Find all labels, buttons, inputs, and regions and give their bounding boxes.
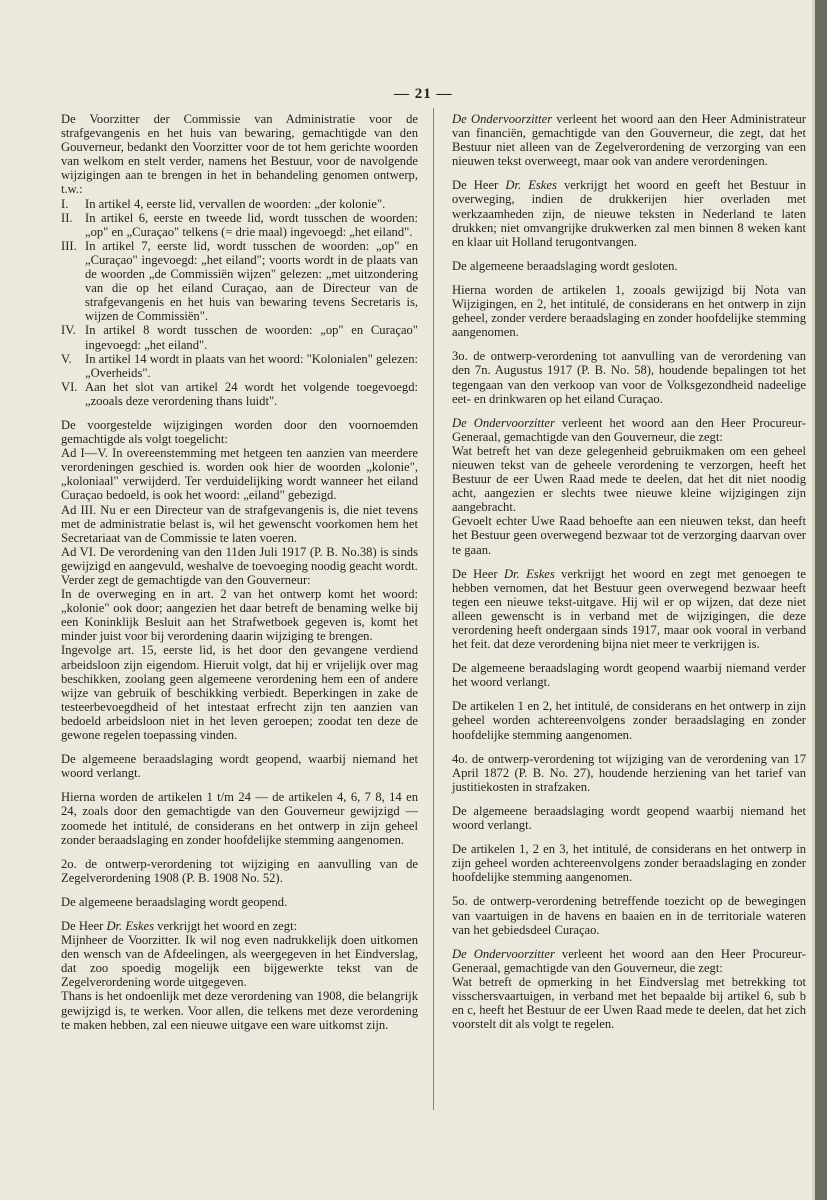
paragraph: De voorgestelde wijzigingen worden door den voornoemden gemachtigde als volgt toegelicht:: [61, 417, 418, 447]
paragraph: Ad III. Nu er een Directeur van de strafgevangenis is, die niet tevens met de administratie belast is, wil het gewenscht voorkomen hem het Secretariaat van de Commissie te laten voeren.: [61, 502, 418, 545]
agenda-item-4: 4o. de ontwerp-verordening tot wijziging van de verordening van 17 April 1872 (P. B. No. 27), houdende herziening van het tarief van justitiekosten in strafzaken.: [452, 751, 806, 794]
right-column: [452, 112, 806, 1031]
list-item: V. In artikel 14 wordt in plaats van het woord: "Kolonialen" gelezen: „Overheids".: [61, 351, 418, 380]
page-number: — 21 —: [394, 86, 453, 102]
paragraph: De artikelen 1 en 2, het intitulé, de considerans en het ontwerp in zijn geheel worden achtereenvolgens zonder beraadslaging en zonder hoofdelijke stemming aangenomen.: [452, 699, 806, 742]
list-item: IV. In artikel 8 wordt tusschen de woorden: „op" en Curaçao" ingevoegd: „het eiland".: [61, 323, 418, 352]
list-item: II. In artikel 6, eerste en tweede lid, wordt tusschen de woorden: „op" en „Curaçao" telkens (= drie maal) ingevoegd: „het eiland".: [61, 210, 418, 239]
paragraph: De algemeene beraadslaging wordt geopend waarbij niemand verder het woord verlangt.: [452, 661, 806, 690]
list-item: VI. Aan het slot van artikel 24 wordt het volgende toegevoegd: „zooals deze verordening thans luidt".: [61, 379, 418, 408]
paragraph: Wat betreft het van deze gelegenheid gebruikmaken om een geheel nieuwen tekst van de geheele verordening te verzorgen, heeft het Bestuur de eer Uwen Raad mede te deelen, dat het dit niet noodig acht, aangezien er slechts twee nieuwe kleine wijzigingen zijn aangebracht.: [452, 443, 806, 515]
agenda-item-5: 5o. de ontwerp-verordening betreffende toezicht op de bewegingen van vaartuigen in de havens en baaien en in de territoriale wateren van het gebiedsdeel Curaçao.: [452, 894, 806, 937]
column-divider: [433, 108, 434, 1110]
list-item: I. In artikel 4, eerste lid, vervallen de woorden: „der kolonie".: [61, 196, 386, 211]
list-item: III. In artikel 7, eerste lid, wordt tusschen de woorden: „op" en „Curaçao" ingevoegd: „het eiland"; voorts wordt in de plaats van de woorden „de Commissiën wijzen" gelezen: „met uitzondering van die op het eiland Curaçao, aan de Directeur van de strafgevangenis en het huis van bewaring tevens Secretaris is, wijzen de Commissiën".: [61, 238, 418, 324]
paragraph: Verder zegt de gemachtigde van den Gouverneur:: [61, 573, 311, 587]
paragraph: Thans is het ondoenlijk met deze verordening van 1908, die belangrijk gewijzigd is, te werken. Voor allen, die telkens met deze verordening te maken hebben, zal een nieuwe uitgave een ware uitkomst zijn.: [61, 989, 418, 1032]
paragraph: De Ondervoorzitter verleent het woord aan den Heer Procureur-Generaal, gemachtigde van den Gouverneur, die zegt:: [452, 415, 806, 444]
paragraph: Hierna worden de artikelen 1, zooals gewijzigd bij Nota van Wijzigingen, en 2, het intitulé, de considerans en het ontwerp in zijn geheel, zonder verdere beraadslaging en zonder hoofdelijke stemming aangenomen.: [452, 282, 806, 340]
paragraph: Ingevolge art. 15, eerste lid, is het door den gevangene verdiend arbeidsloon zijn eigendom. Hieruit volgt, dat hij er vrijelijk over mag beschikken, zoolang geen algemeene verordening hem een of andere wijze van gebruik of beschikking verbiedt. Beperkingen in zake de testeerbevoegdheid of het intestaat erfrecht zijn ten aanzien van bedoeld arbeidsloon niet in het leven geroepen; zoodat ten deze de gewone regelen toepassing vinden.: [61, 643, 418, 743]
paragraph: Mijnheer de Voorzitter. Ik wil nog even nadrukkelijk doen uitkomen den wensch van de Afdeelingen, als weergegeven in het Eindverslag, dat zoo spoedig mogelijk een bijgewerkte tekst van de Zegelverordening worde uitgegeven.: [61, 933, 418, 990]
paragraph: Hierna worden de artikelen 1 t/m 24 — de artikelen 4, 6, 7 8, 14 en 24, zoals door den gemachtigde van den Gouverneur gewijzigd — zoomede het intitulé, de considerans en het ontwerp in zijn geheel zonder beraadslaging en zonder hoofdelijke stemming aangenomen.: [61, 790, 418, 847]
paragraph: In de overweging en in art. 2 van het ontwerp komt het woord: „kolonie" ook door; aangezien het daar betreft de benaming welke bij een Koninklijk Besluit aan het Strafwetboek gegeven is, komt het minder juist voor bij verordening daarin wijziging te brengen.: [61, 587, 418, 644]
paragraph: De Heer Dr. Eskes verkrijgt het woord en zegt met genoegen te hebben vernomen, dat het Bestuur geen overwegend bezwaar heeft tegen een nieuwe tekst-uitgave. Hij wil er op wijzen, dat deze niet alleen gewenscht is in verband met de wijzigingen, die deze verordening heeft ondergaan sinds 1917, maar ook vooral in verband het feit. dat deze verordening bijna niet meer te verkrijgen is.: [452, 566, 806, 652]
paragraph: De algemeene beraadslaging wordt geopend.: [61, 894, 288, 909]
paragraph: De artikelen 1, 2 en 3, het intitulé, de considerans en het ontwerp in zijn geheel worden achtereenvolgens zonder beraadslaging en zonder hoofdelijke stemming aangenomen.: [452, 842, 806, 885]
paragraph: De Voorzitter der Commissie van Administratie voor de strafgevangenis en het huis van bewaring, gemachtigde van den Gouverneur, bedankt den Voorzitter voor de tot hem gerichte woorden van welkom en stelt verder, namens het Bestuur, voor de navolgende wijzigingen aan te brengen in het in behandeling genomen ontwerp, t.w.:: [61, 112, 418, 197]
agenda-item-3: 3o. de ontwerp-verordening tot aanvulling van de verordening van den 7n. Augustus 1917 (P. B. No. 58), houdende bepalingen tot het tegengaan van den verkoop van voor de Volksgezondheid nadeelige eet- en drinkwaren op het eiland Curaçao.: [452, 349, 806, 406]
paragraph: Ad VI. De verordening van den 11den Juli 1917 (P. B. No.38) is sinds gewijzigd en aangevuld, weshalve de toevoeging noodig geacht wordt.: [61, 544, 418, 573]
amendment-list: [61, 197, 418, 408]
paragraph: De Ondervoorzitter verleent het woord aan den Heer Procureur-Generaal, gemachtigde van den Gouverneur, die zegt:: [452, 946, 806, 975]
paragraph: Ad I—V. In overeenstemming met hetgeen ten aanzien van meerdere verordeningen geschied is. worden ook hier de woorden „kolonie", „koloniaal" verwijderd. Ter verduidelijking wordt wanneer het eiland Curaçao bedoeld, is ook het woord: „eiland" gebezigd.: [61, 446, 418, 503]
scan-edge: [815, 0, 827, 1200]
paragraph: De algemeene beraadslaging wordt gesloten.: [452, 258, 678, 273]
paragraph: De Heer Dr. Eskes verkrijgt het woord en geeft het Bestuur in overweging, indien de drukkerijen hier overladen met werkzaamheden zijn, de nieuwe teksten in Nederland te laten drukken; niet omvangrijke drukwerken zal men binnen 8 weken kant en klaar uit Holland terugontvangen.: [452, 178, 807, 249]
agenda-item-2: 2o. de ontwerp-verordening tot wijziging en aanvulling van de Zegelverordening 1908 (P. B. 1908 No. 52).: [61, 856, 418, 885]
paragraph: De Ondervoorzitter verleent het woord aan den Heer Administrateur van financiën, gemachtigde van den Gouverneur, die zegt, dat het Bestuur niet alleen van de Zegelverordening de verzorging van een nieuwen tekst overweegt, maar ook van andere verordeningen.: [452, 112, 806, 169]
paragraph: De Heer Dr. Eskes verkrijgt het woord en zegt:: [61, 918, 298, 933]
paragraph: Gevoelt echter Uwe Raad behoefte aan een nieuwen tekst, dan heeft het Bestuur geen overwegend bezwaar tot de verzorging daarvan over te gaan.: [452, 514, 806, 557]
left-column: [61, 112, 418, 1032]
paragraph: De algemeene beraadslaging wordt geopend waarbij niemand het woord verlangt.: [452, 803, 806, 833]
paragraph: De algemeene beraadslaging wordt geopend, waarbij niemand het woord verlangt.: [61, 752, 418, 781]
paragraph: Wat betreft de opmerking in het Eindverslag met betrekking tot visschersvaartuigen, in verband met het bepaalde bij artikel 6, sub b en c, heeft het Bestuur de eer Uwen Raad mede te deelen, dat het zich voorstelt dit als volgt te regelen.: [452, 974, 806, 1032]
